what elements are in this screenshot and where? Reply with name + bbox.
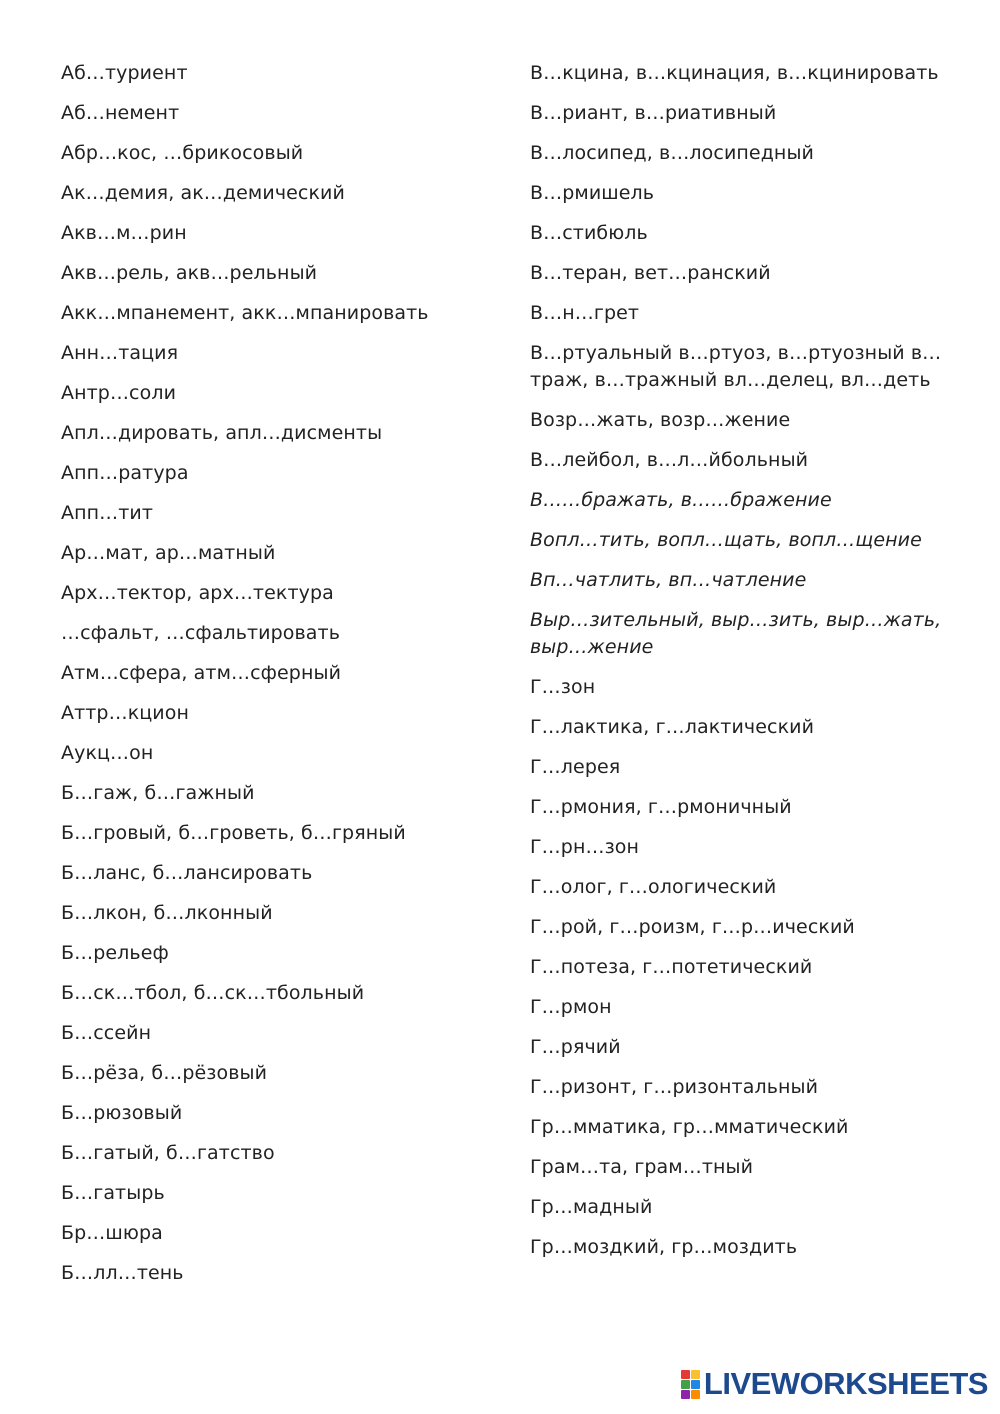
word-entry: Г…ризонт, г…ризонтальный	[530, 1076, 819, 1098]
word-entry: Гр…мадный	[530, 1196, 653, 1218]
word-entry: Антр…соли	[61, 382, 177, 404]
word-entry: Ар…мат, ар…матный	[61, 542, 276, 564]
word-entry: Г…рмония, г…рмоничный	[530, 796, 792, 818]
word-entry: Г…лерея	[530, 756, 621, 778]
logo-square	[691, 1370, 700, 1379]
right-word-column	[530, 60, 950, 1274]
word-entry: В…кцина, в…кцинация, в…кцинировать	[530, 62, 939, 84]
word-entry: Аттр…кцион	[61, 702, 189, 724]
word-entry: Г…лактика, г…лактический	[530, 716, 815, 738]
word-entry: Аб…туриент	[61, 62, 188, 84]
word-entry: Г…рмон	[530, 996, 612, 1018]
word-entry: Апп…ратура	[61, 462, 189, 484]
word-entry: …сфальт, …сфальтировать	[61, 622, 341, 644]
word-entry: Г…потеза, г…потетический	[530, 956, 813, 978]
word-entry: Г…рой, г…роизм, г…р…ический	[530, 916, 855, 938]
word-entry: Вп…чатлить, вп…чатление	[530, 569, 807, 591]
word-entry: Бр…шюра	[61, 1222, 163, 1244]
word-entry: Апл…дировать, апл…дисменты	[61, 422, 383, 444]
word-entry: В……бражать, в……бражение	[530, 489, 832, 511]
word-entry: Атм…сфера, атм…сферный	[61, 662, 342, 684]
left-word-column	[61, 60, 501, 1300]
word-entry: Абр…кос, …брикосовый	[61, 142, 304, 164]
word-entry: Б…лл…тень	[61, 1262, 184, 1284]
word-entry: В…риант, в…риативный	[530, 102, 777, 124]
word-entry: Б…ссейн	[61, 1022, 152, 1044]
liveworksheets-logo-icon	[681, 1370, 700, 1399]
word-entry: В…ртуальный в…ртуоз, в…ртуозный в…траж, в…тражный вл…делец, вл…деть	[530, 342, 942, 391]
word-entry: Б…ланс, б…лансировать	[61, 862, 313, 884]
word-entry: В…н…грет	[530, 302, 640, 324]
word-entry: Г…зон	[530, 676, 596, 698]
word-entry: Гр…мматика, гр…мматический	[530, 1116, 849, 1138]
word-entry: В…лейбол, в…л…йбольный	[530, 449, 809, 471]
word-entry: В…стибюль	[530, 222, 648, 244]
word-entry: Г…рн…зон	[530, 836, 640, 858]
word-entry: Б…гатый, б…гатство	[61, 1142, 275, 1164]
word-entry: В…рмишель	[530, 182, 655, 204]
word-entry: Б…гровый, б…гроветь, б…гряный	[61, 822, 406, 844]
word-entry: Б…гаж, б…гажный	[61, 782, 255, 804]
word-entry: Вопл…тить, вопл…щать, вопл…щение	[530, 529, 922, 551]
word-entry: Ак…демия, ак…демический	[61, 182, 345, 204]
brand-wordmark: LIVEWORKSHEETS	[703, 1366, 988, 1401]
logo-square	[681, 1390, 690, 1399]
word-entry: Возр…жать, возр…жение	[530, 409, 791, 431]
word-entry: Выр…зительный, выр…зить, выр…жать, выр…жение	[530, 609, 942, 658]
word-entry: Б…рёза, б…рёзовый	[61, 1062, 268, 1084]
logo-square	[691, 1390, 700, 1399]
word-entry: Апп…тит	[61, 502, 154, 524]
word-entry: Акв…рель, акв…рельный	[61, 262, 318, 284]
word-entry: Гр…моздкий, гр…моздить	[530, 1236, 798, 1258]
word-entry: Г…олог, г…ологический	[530, 876, 777, 898]
word-entry: Акк…мпанемент, акк…мпанировать	[61, 302, 429, 324]
word-entry: Аукц…он	[61, 742, 154, 764]
liveworksheets-branding	[681, 1368, 988, 1400]
word-entry: Аб…немент	[61, 102, 180, 124]
word-entry: Б…рюзовый	[61, 1102, 183, 1124]
word-entry: Б…гатырь	[61, 1182, 165, 1204]
word-entry: Б…ск…тбол, б…ск…тбольный	[61, 982, 365, 1004]
word-entry: Б…рельеф	[61, 942, 169, 964]
logo-square	[691, 1380, 700, 1389]
word-entry: Анн…тация	[61, 342, 179, 364]
word-entry: Грам…та, грам…тный	[530, 1156, 754, 1178]
word-entry: Арх…тектор, арх…тектура	[61, 582, 334, 604]
logo-square	[681, 1380, 690, 1389]
logo-square	[681, 1370, 690, 1379]
word-entry: В…теран, вет…ранский	[530, 262, 771, 284]
word-entry: Г…рячий	[530, 1036, 621, 1058]
word-entry: Б…лкон, б…лконный	[61, 902, 273, 924]
word-entry: В…лосипед, в…лосипедный	[530, 142, 815, 164]
word-entry: Акв…м…рин	[61, 222, 187, 244]
